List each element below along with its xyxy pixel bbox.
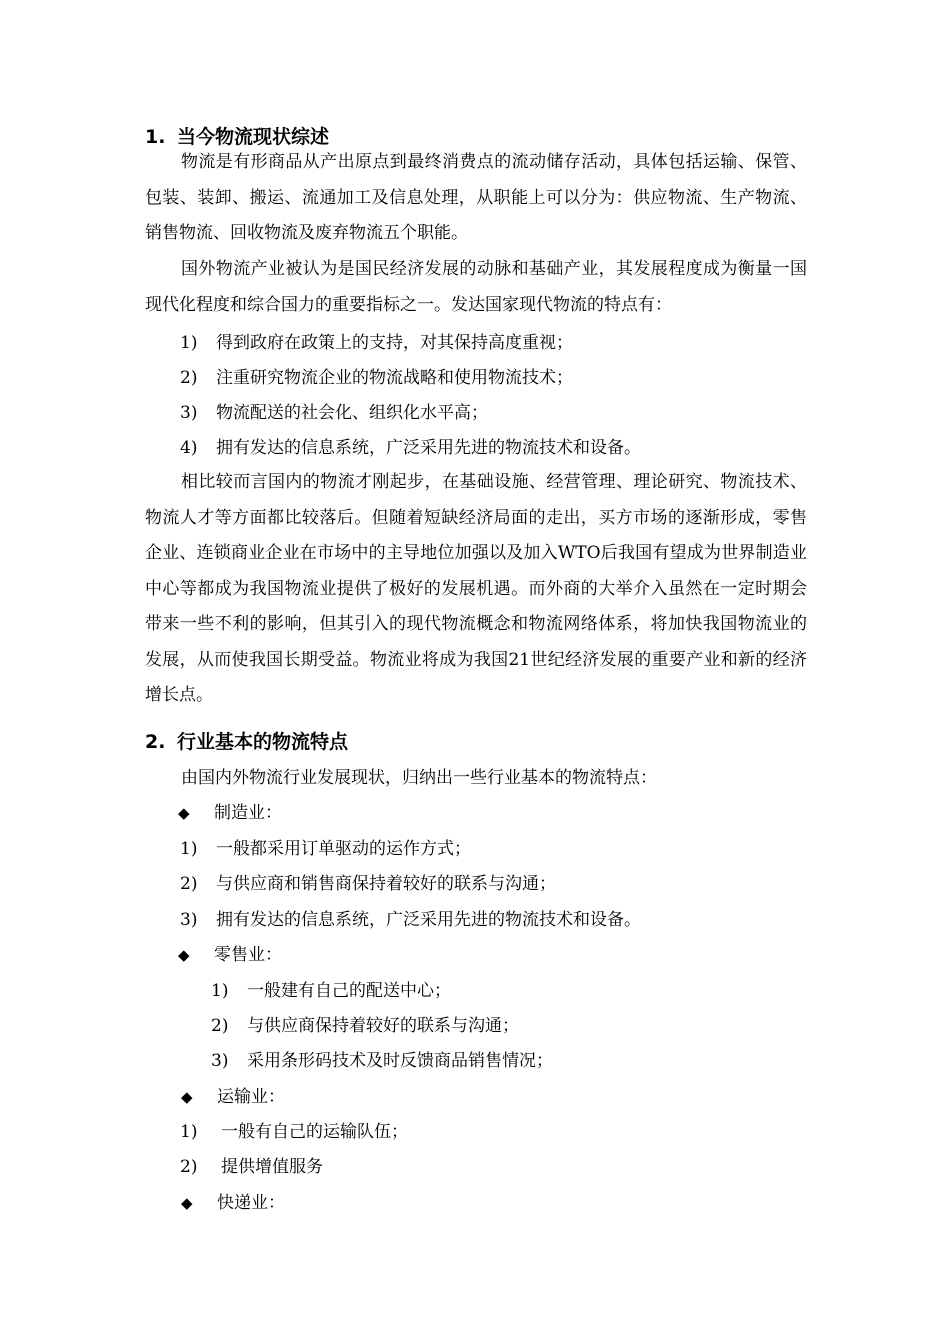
list-item: 2) 与供应商保持着较好的联系与沟通； [211, 1016, 519, 1036]
list-item: 1) 一般都采用订单驱动的运作方式； [180, 839, 471, 859]
diamond-bullet-icon: ◆ [178, 946, 190, 964]
section-1-number: 1. [145, 126, 166, 148]
diamond-bullet-icon: ◆ [178, 804, 190, 822]
section-2-number: 2. [145, 731, 166, 753]
bullet-transport: ◆ 运输业： [181, 1087, 285, 1107]
bullet-express: ◆ 快递业： [181, 1193, 285, 1213]
list-item: 3) 拥有发达的信息系统，广泛采用先进的物流技术和设备。 [180, 910, 641, 930]
list-item: 4) 拥有发达的信息系统，广泛采用先进的物流技术和设备。 [180, 438, 641, 458]
diamond-bullet-icon: ◆ [181, 1194, 193, 1212]
list-item: 1) 一般建有自己的配送中心； [211, 981, 451, 1001]
section-1-paragraph-2: 国外物流产业被认为是国民经济发展的动脉和基础产业，其发展程度成为衡量一国现代化程度和综合国力的重要指标之一。发达国家现代物流的特点有： [145, 259, 807, 315]
list-item: 2) 与供应商和销售商保持着较好的联系与沟通； [180, 874, 556, 894]
section-2-title: 行业基本的物流特点 [177, 731, 349, 753]
section-1-title: 当今物流现状综述 [177, 126, 330, 148]
list-item: 3) 采用条形码技术及时反馈商品销售情况； [211, 1051, 553, 1071]
diamond-bullet-icon: ◆ [181, 1088, 193, 1106]
list-item: 2) 提供增值服务 [180, 1157, 323, 1177]
bullet-manufacturing: ◆ 制造业： [178, 803, 282, 823]
bullet-retail: ◆ 零售业： [178, 945, 282, 965]
list-item: 1) 一般有自己的运输队伍； [180, 1122, 408, 1142]
section-2-intro: 由国内外物流行业发展现状，归纳出一些行业基本的物流特点： [181, 768, 657, 788]
section-1-paragraph-3: 相比较而言国内的物流才刚起步，在基础设施、经营管理、理论研究、物流技术、物流人才等方面都比较落后。但随着短缺经济局面的走出，买方市场的逐渐形成，零售企业、连锁商业企业在市场中的主导地位加强以及加入WTO后我国有望成为世界制造业中心等都成为我国物流业提供了极好的发展机遇。而外商的大举介入虽然在一定时期会带来一些不利的影响，但其引入的现代物流概念和物流网络体系，将加快我国物流业的发展，从而使我国长期受益。物流业将成为我国21世纪经济发展的重要产业和新的经济增长点。 [145, 472, 807, 705]
list-item: 1) 得到政府在政策上的支持，对其保持高度重视； [180, 333, 573, 353]
section-2-heading [145, 729, 348, 755]
section-1-paragraph-1: 物流是有形商品从产出原点到最终消费点的流动储存活动，具体包括运输、保管、包装、装卸、搬运、流通加工及信息处理，从职能上可以分为：供应物流、生产物流、销售物流、回收物流及废弃物流五个职能。 [145, 152, 807, 243]
list-item: 3) 物流配送的社会化、组织化水平高； [180, 403, 488, 423]
list-item: 2) 注重研究物流企业的物流战略和使用物流技术； [180, 368, 573, 388]
